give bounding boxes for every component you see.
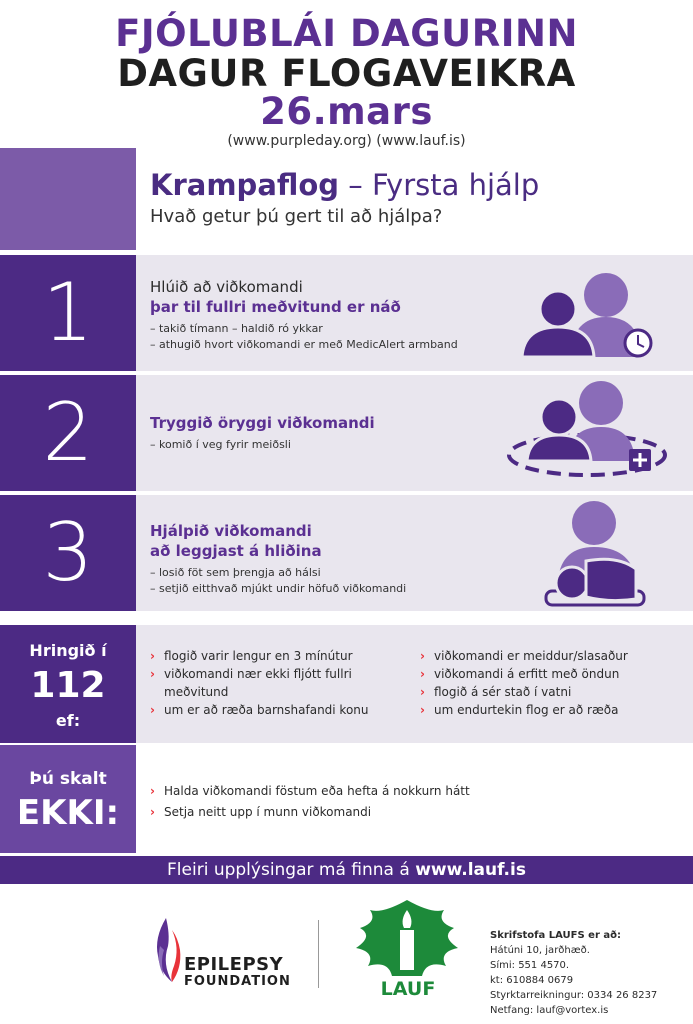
people-safety-icon (505, 377, 670, 489)
step-3-number: 3 (42, 506, 94, 599)
step-1-number: 1 (42, 266, 94, 359)
step-3-bold-1: Hjálpið viðkomandi (150, 522, 312, 540)
people-clock-icon (520, 265, 660, 365)
title-purple-day: FJÓLUBLÁI DAGURINN (115, 12, 578, 55)
call-112-label-cell (0, 625, 136, 743)
step-2-number-cell (0, 375, 136, 491)
logos-area (0, 896, 693, 1024)
first-aid-subtitle: Hvað getur þú gert til að hjálpa? (150, 206, 443, 227)
flame-icon (150, 916, 182, 986)
red-arrow-icon: › (420, 685, 425, 699)
title-epilepsy-day: DAGUR FLOGAVEIKRA (117, 52, 576, 95)
office-email: Netfang: lauf@vortex.is (490, 1005, 609, 1016)
call-condition: › flogið varir lengur en 3 mínútur (150, 649, 353, 663)
call-condition: › viðkomandi er meiddur/slasaður (420, 649, 628, 663)
step-3-bold-2: að leggjast á hliðina (150, 542, 322, 560)
office-address: Hátúni 10, jarðhæð. (490, 945, 590, 956)
do-not-label-bottom: EKKI: (16, 793, 120, 833)
step-1-body (150, 277, 458, 353)
office-bank: Styrktarreikningur: 0334 26 8237 (490, 990, 658, 1001)
red-arrow-icon: › (420, 649, 425, 663)
red-arrow-icon: › (150, 667, 155, 681)
logo-divider (318, 920, 319, 988)
red-arrow-icon: › (150, 805, 155, 819)
lauf-logo-text: LAUF (380, 978, 436, 1000)
office-phone: Sími: 551 4570. (490, 960, 570, 971)
red-arrow-icon: › (420, 703, 425, 717)
call-112-row (0, 625, 693, 743)
recovery-position-icon (540, 499, 660, 609)
do-not-item: › Setja neitt upp í munn viðkomandi (150, 802, 670, 823)
poster-header (0, 0, 693, 150)
do-not-row (0, 745, 693, 853)
call-conditions-left (150, 647, 405, 719)
red-arrow-icon: › (420, 667, 425, 681)
call-condition: › um endurtekin flog er að ræða (420, 703, 619, 717)
step-3-detail-2: – setjið eitthvað mjúkt undir höfuð viðkomandi (150, 582, 407, 595)
seizure-word: Krampaflog (150, 168, 340, 202)
step-1-line1: Hlúið að viðkomandi (150, 278, 303, 296)
do-not-item: › Halda viðkomandi föstum eða hefta á nokkurn hátt (150, 781, 670, 802)
step-2-row (0, 375, 693, 491)
first-aid-title (150, 168, 539, 202)
step-1-detail-2: – athugið hvort viðkomandi er með MedicAlert armband (150, 338, 458, 351)
call-label-bottom: ef: (55, 711, 81, 730)
call-conditions-right (420, 647, 680, 719)
step-3-body (150, 521, 406, 597)
red-arrow-icon: › (150, 649, 155, 663)
red-arrow-icon: › (150, 703, 155, 717)
call-condition: › viðkomandi nær ekki fljótt fullri meðvitund (150, 667, 352, 699)
step-3-number-cell (0, 495, 136, 611)
step-1-number-cell (0, 255, 136, 371)
call-label-top: Hringið í (29, 641, 107, 660)
more-info-text: Fleiri upplýsingar má finna á (167, 860, 416, 880)
call-condition: › flogið á sér stað í vatni (420, 685, 572, 699)
call-condition: › viðkomandi á erfitt með öndun (420, 667, 620, 681)
step-1-row (0, 255, 693, 371)
epilepsy-word: EPILEPSY (184, 954, 284, 975)
step-3-detail-1: – losið föt sem þrengja að hálsi (150, 566, 321, 579)
lauf-leaf-icon (352, 896, 462, 982)
step-2-body (150, 413, 375, 453)
lauf-link[interactable]: www.lauf.is (415, 860, 526, 880)
step-1-detail-1: – takið tímann – haldið ró ykkar (150, 322, 323, 335)
do-not-label-top: Þú skalt (29, 769, 107, 789)
step-2-bold: Tryggið öryggi viðkomandi (150, 414, 375, 432)
title-side-block (0, 148, 136, 250)
do-not-list (150, 781, 670, 823)
red-arrow-icon: › (150, 784, 155, 798)
step-2-number: 2 (42, 386, 94, 479)
call-condition: › um er að ræða barnshafandi konu (150, 703, 369, 717)
do-not-label-cell (0, 745, 136, 853)
foundation-word: FOUNDATION (184, 974, 291, 989)
more-info-bar (0, 856, 693, 884)
office-info (490, 928, 657, 1018)
emergency-number: 112 (30, 665, 106, 706)
office-kt: kt: 610884 0679 (490, 975, 574, 986)
first-aid-word: – Fyrsta hjálp (339, 168, 540, 202)
website-urls: (www.purpleday.org) (www.lauf.is) (227, 133, 466, 149)
step-3-row (0, 495, 693, 611)
step-1-bold: þar til fullri meðvitund er náð (150, 298, 401, 316)
office-heading: Skrifstofa LAUFS er að: (490, 930, 621, 941)
step-2-detail-1: – komið í veg fyrir meiðsli (150, 438, 291, 451)
date-heading: 26.mars (260, 90, 433, 133)
